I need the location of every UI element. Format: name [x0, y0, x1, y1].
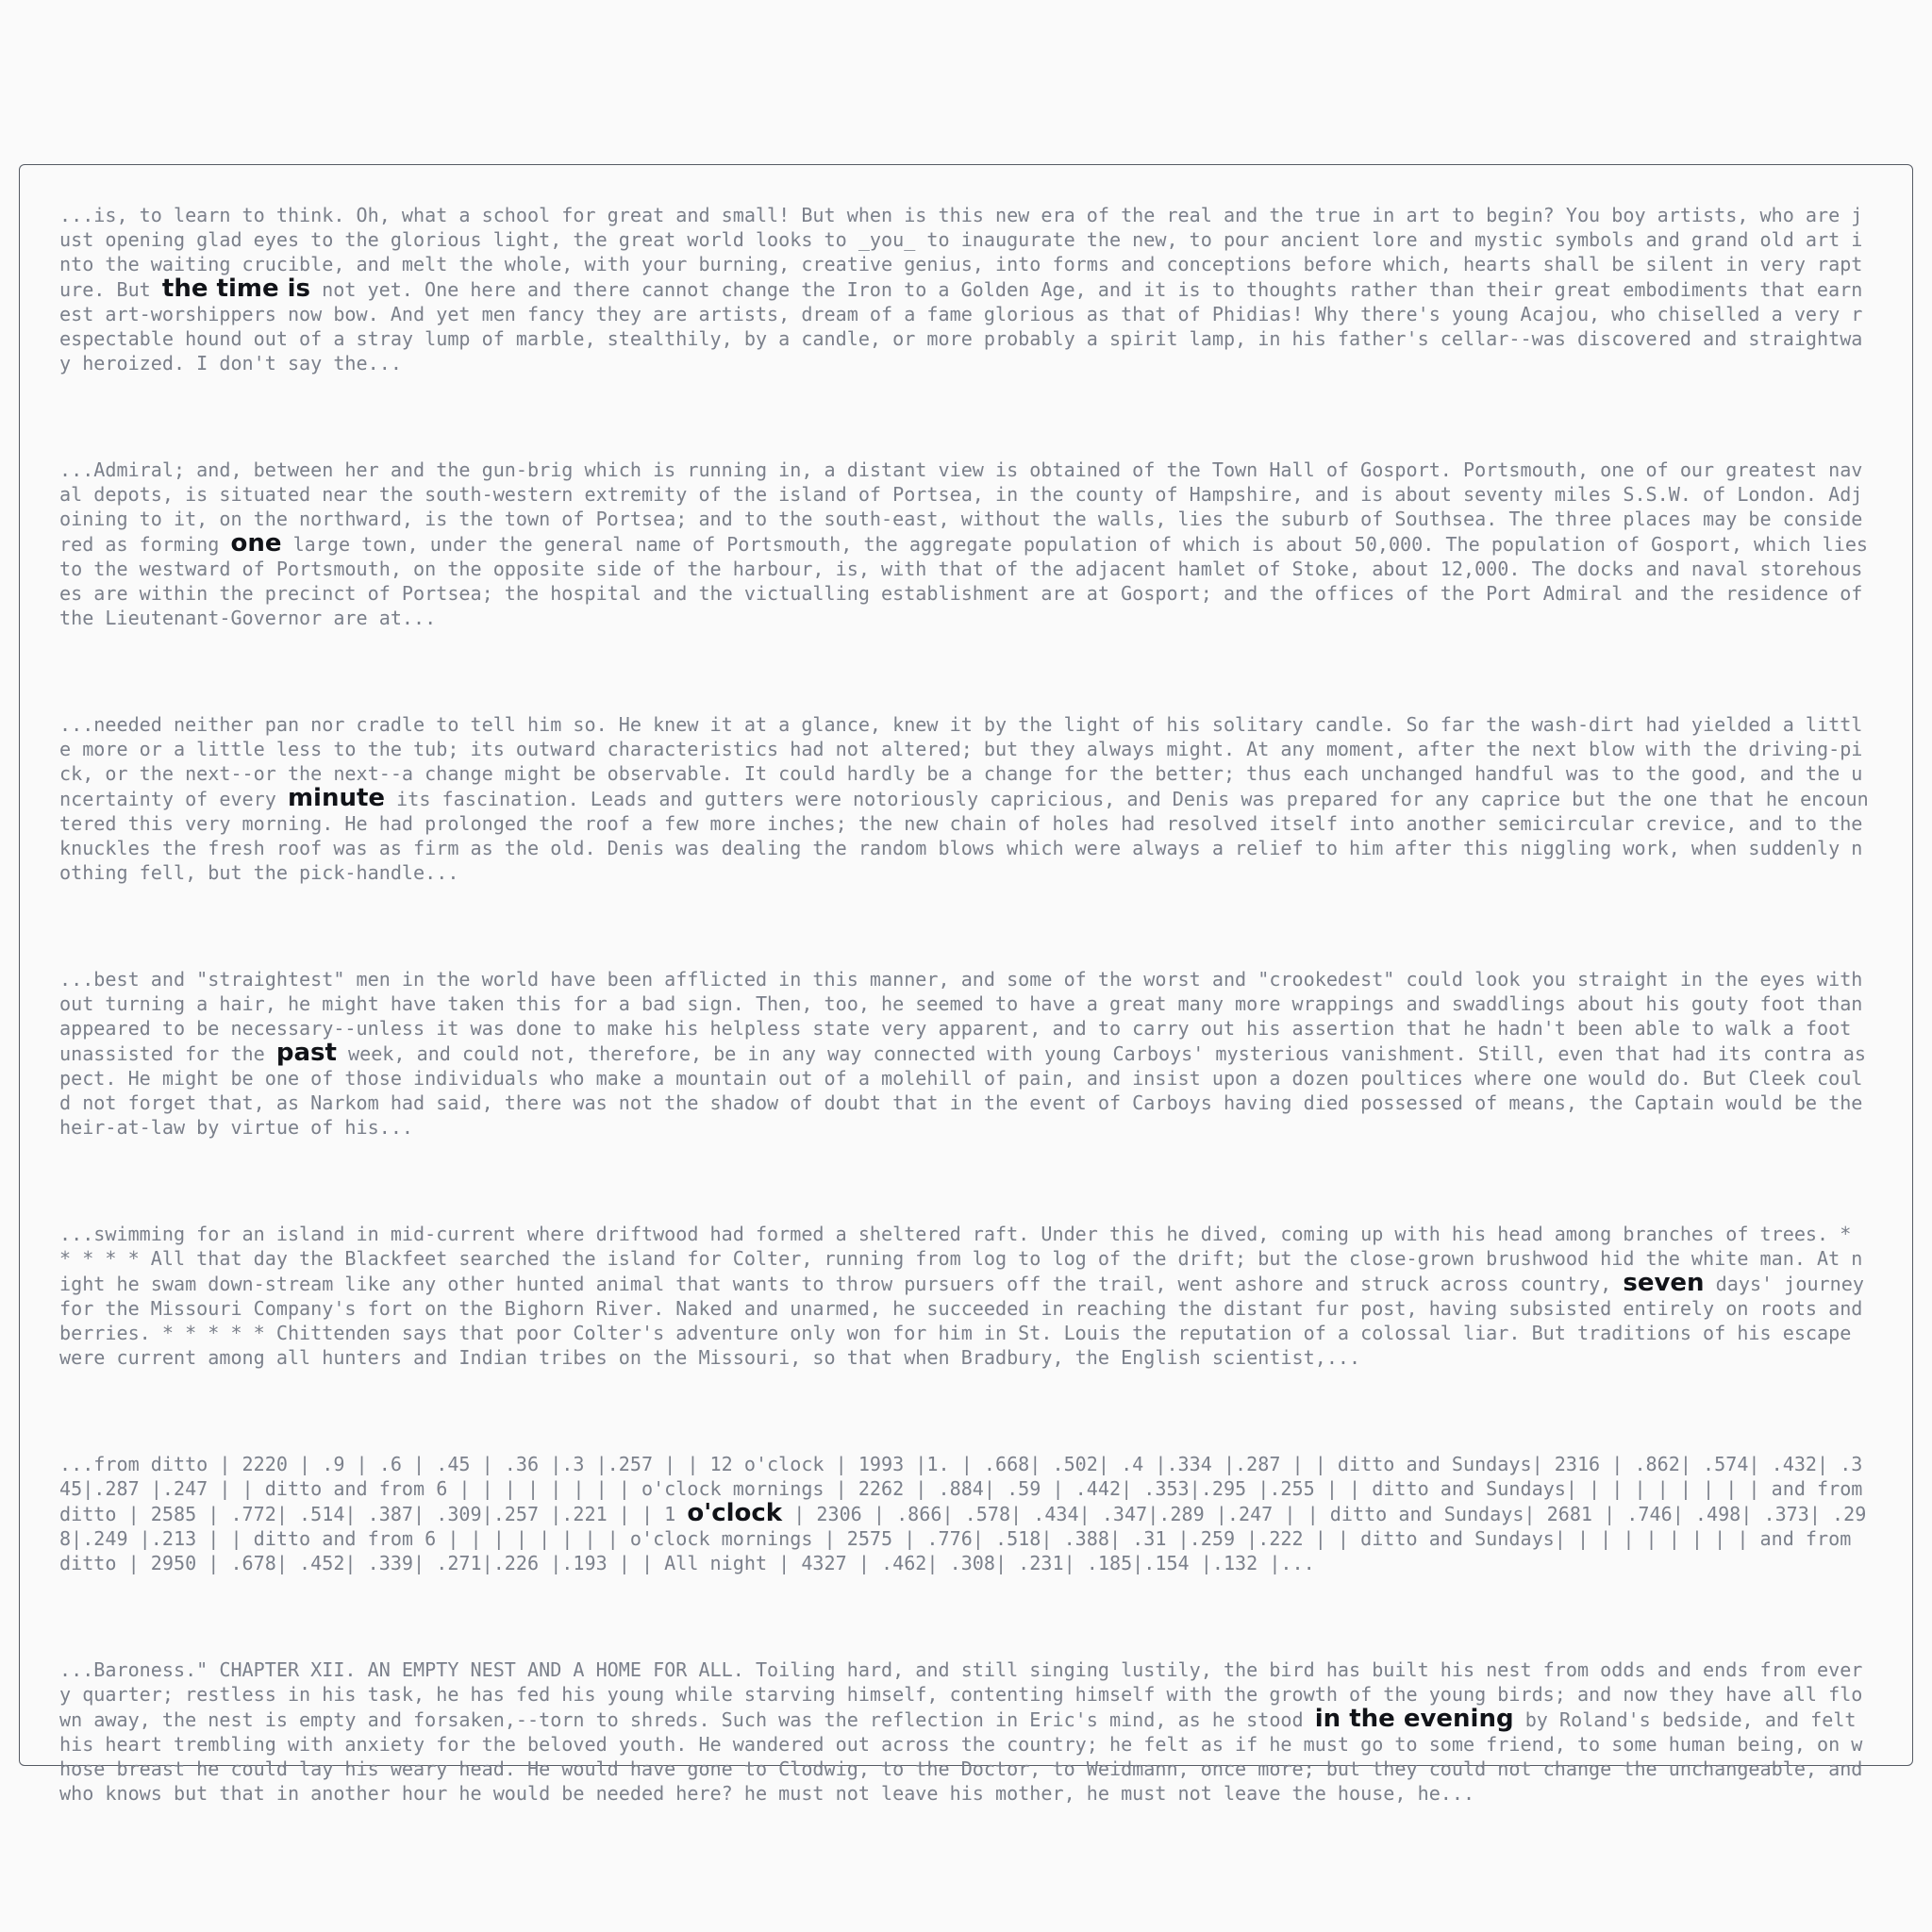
highlighted-phrase: o'clock: [687, 1499, 783, 1527]
passage-3: [59, 712, 1873, 885]
passage-text: ...best and "straightest" men in the world have been afflicted in this manner, and some of the worst and "crookedest" could look you straight in the eyes without turning a hair, he might have taken this for a bad sign. Then, too, he seemed to have a great many more wrappings and swaddlings about his gouty foot than appeared to be necessary--unless it was done to make his helpless state very apparent, and to carry out his assertion that he hadn't been able to walk a foot unassisted for the: [59, 968, 1863, 1065]
highlighted-phrase: past: [275, 1039, 337, 1067]
passage-text: ...is, to learn to think. Oh, what a school for great and small! But when is this new era of the real and the true in art to begin? You boy artists, who are just opening glad eyes to the glorious light, the great world looks to _you_ to inaugurate the new, to pour ancient lore and mystic symbols and grand old art into the waiting crucible, and melt the whole, with your burning, creative genius, into forms and conceptions before which, hearts shall be silent in very rapture. But: [59, 204, 1863, 301]
highlighted-phrase: minute: [287, 784, 386, 812]
passage-2: [59, 458, 1873, 630]
passage-text: ...from ditto | 2220 | .9 | .6 | .45 | .36 |.3 |.257 | | 12 o'clock | 1993 |1. | .668| .502| .4 |.334 |.287 | | ditto and Sundays| 2316 | .862| .574| .432| .345|.287 |.247 | | ditto and from 6 | | | | | | | | o'clock mornings | 2262 | .884| .59 | .442| .353|.295 |.255 | | ditto and Sundays| | | | | | | | | and from ditto | 2585 | .772| .514| .387| .309|.257 |.221 | | 1: [59, 1453, 1863, 1525]
highlighted-phrase: seven: [1623, 1269, 1705, 1297]
passage-text: large town, under the general name of Portsmouth, the aggregate population of which is about 50,000. The population of Gosport, which lies to the westward of Portsmouth, on the opposite side of the harbour, is, with that of the adjacent hamlet of Stoke, about 12,000. The docks and naval storehouses are within the precinct of Portsea; the hospital and the victualling establishment are at Gosport; and the offices of the Port Admiral and the residence of the Lieutenant-Governor are at...: [59, 533, 1869, 629]
highlighted-phrase: in the evening: [1314, 1705, 1514, 1733]
passage-text: ...Admiral; and, between her and the gun-brig which is running in, a distant view is obtained of the Town Hall of Gosport. Portsmouth, one of our greatest naval depots, is situated near the south-western extremity of the island of Portsea, in the county of Hampshire, and is about seventy miles S.S.W. of London. Adjoining to it, on the northward, is the town of Portsea; and to the south-east, without the walls, lies the suburb of Southsea. The three places may be considered as forming: [59, 458, 1863, 556]
passage-1: [59, 203, 1873, 375]
passage-text: by Roland's bedside, and felt his heart trembling with anxiety for the beloved youth. He wandered out across the country; he felt as if he must go to some friend, to some human being, on whose breast he could lay his weary head. He would have gone to Clodwig, to the Doctor, to Weidmann, once more; but they could not change the unchangeable, and who knows but that in another hour he would be needed here? he must not leave his mother, he must not leave the house, he...: [59, 1708, 1863, 1805]
passage-text: ...needed neither pan nor cradle to tell him so. He knew it at a glance, knew it by the light of his solitary candle. So far the wash-dirt had yielded a little more or a little less to the tub; its outward characteristics had not altered; but they always might. At any moment, after the next blow with the driving-pick, or the next--or the next--a change might be observable. It could hardly be a change for the better; thus each unchanged handful was to the good, and the uncertainty of every: [59, 713, 1863, 810]
passage-7: [59, 1657, 1873, 1806]
text-panel: [19, 164, 1913, 1805]
passage-text: ...swimming for an island in mid-current where driftwood had formed a sheltered raft. Under this he dived, coming up with his head among branches of trees. * * * * * All that day the Blackfeet searched the island for Colter, running from log to log of the drift; but the close-grown brushwood hid the white man. At night he swam down-stream like any other hunted animal that wants to throw pursuers off the trail, went ashore and struck across country,: [59, 1223, 1863, 1295]
passage-text: its fascination. Leads and gutters were notoriously capricious, and Denis was prepared for any caprice but the one that he encountered this very morning. He had prolonged the roof a few more inches; the new chain of holes had resolved itself into another semicircular crevice, and to the knuckles the fresh roof was as firm as the old. Denis was dealing the random blows which were always a relief to him after this niggling work, when suddenly nothing fell, but the pick-handle...: [59, 788, 1869, 884]
passage-5: [59, 1222, 1873, 1370]
passage-text: ...Baroness." CHAPTER XII. AN EMPTY NEST AND A HOME FOR ALL. Toiling hard, and still singing lustily, the bird has built his nest from odds and ends from every quarter; restless in his task, he has fed his young while starving himself, contenting himself with the growth of the young birds; and now they have all flown away, the nest is empty and forsaken,--torn to shreds. Such was the reflection in Eric's mind, as he stood: [59, 1658, 1863, 1731]
passage-6: [59, 1452, 1873, 1575]
passage-text: | 2306 | .866| .578| .434| .347|.289 |.247 | | ditto and Sundays| 2681 | .746| .498| .373| .298|.249 |.213 | | ditto and from 6 | | | | | | | | o'clock mornings | 2575 | .776| .518| .388| .31 |.259 |.222 | | ditto and Sundays| | | | | | | | | and from ditto | 2950 | .678| .452| .339| .271|.226 |.193 | | All night | 4327 | .462| .308| .231| .185|.154 |.132 |...: [59, 1503, 1867, 1574]
passage-text: not yet. One here and there cannot change the Iron to a Golden Age, and it is to thoughts rather than their great embodiments that earnest art-worshippers now bow. And yet men fancy they are artists, dream of a fame glorious as that of Phidias! Why there's young Acajou, who chiselled a very respectable hound out of a stray lump of marble, stealthily, by a candle, or more probably a spirit lamp, in his father's cellar--was discovered and straightway heroized. I don't say the...: [59, 278, 1863, 375]
highlighted-phrase: one: [230, 529, 282, 558]
passage-text: days' journey for the Missouri Company's fort on the Bighorn River. Naked and unarmed, he succeeded in reaching the distant fur post, having subsisted entirely on roots and berries. * * * * * Chittenden says that poor Colter's adventure only won for him in St. Louis the reputation of a colossal liar. But traditions of his escape were current among all hunters and Indian tribes on the Missouri, so that when Bradbury, the English scientist,...: [59, 1273, 1864, 1369]
passage-4: [59, 967, 1873, 1140]
highlighted-phrase: the time is: [161, 275, 311, 303]
passage-text: week, and could not, therefore, be in any way connected with young Carboys' mysterious vanishment. Still, even that had its contra aspect. He might be one of those individuals who make a mountain out of a molehill of pain, and insist upon a dozen poultices where one would do. But Cleek could not forget that, as Narkom had said, there was not the shadow of doubt that in the event of Carboys having died possessed of means, the Captain would be the heir-at-law by virtue of his...: [59, 1042, 1866, 1139]
